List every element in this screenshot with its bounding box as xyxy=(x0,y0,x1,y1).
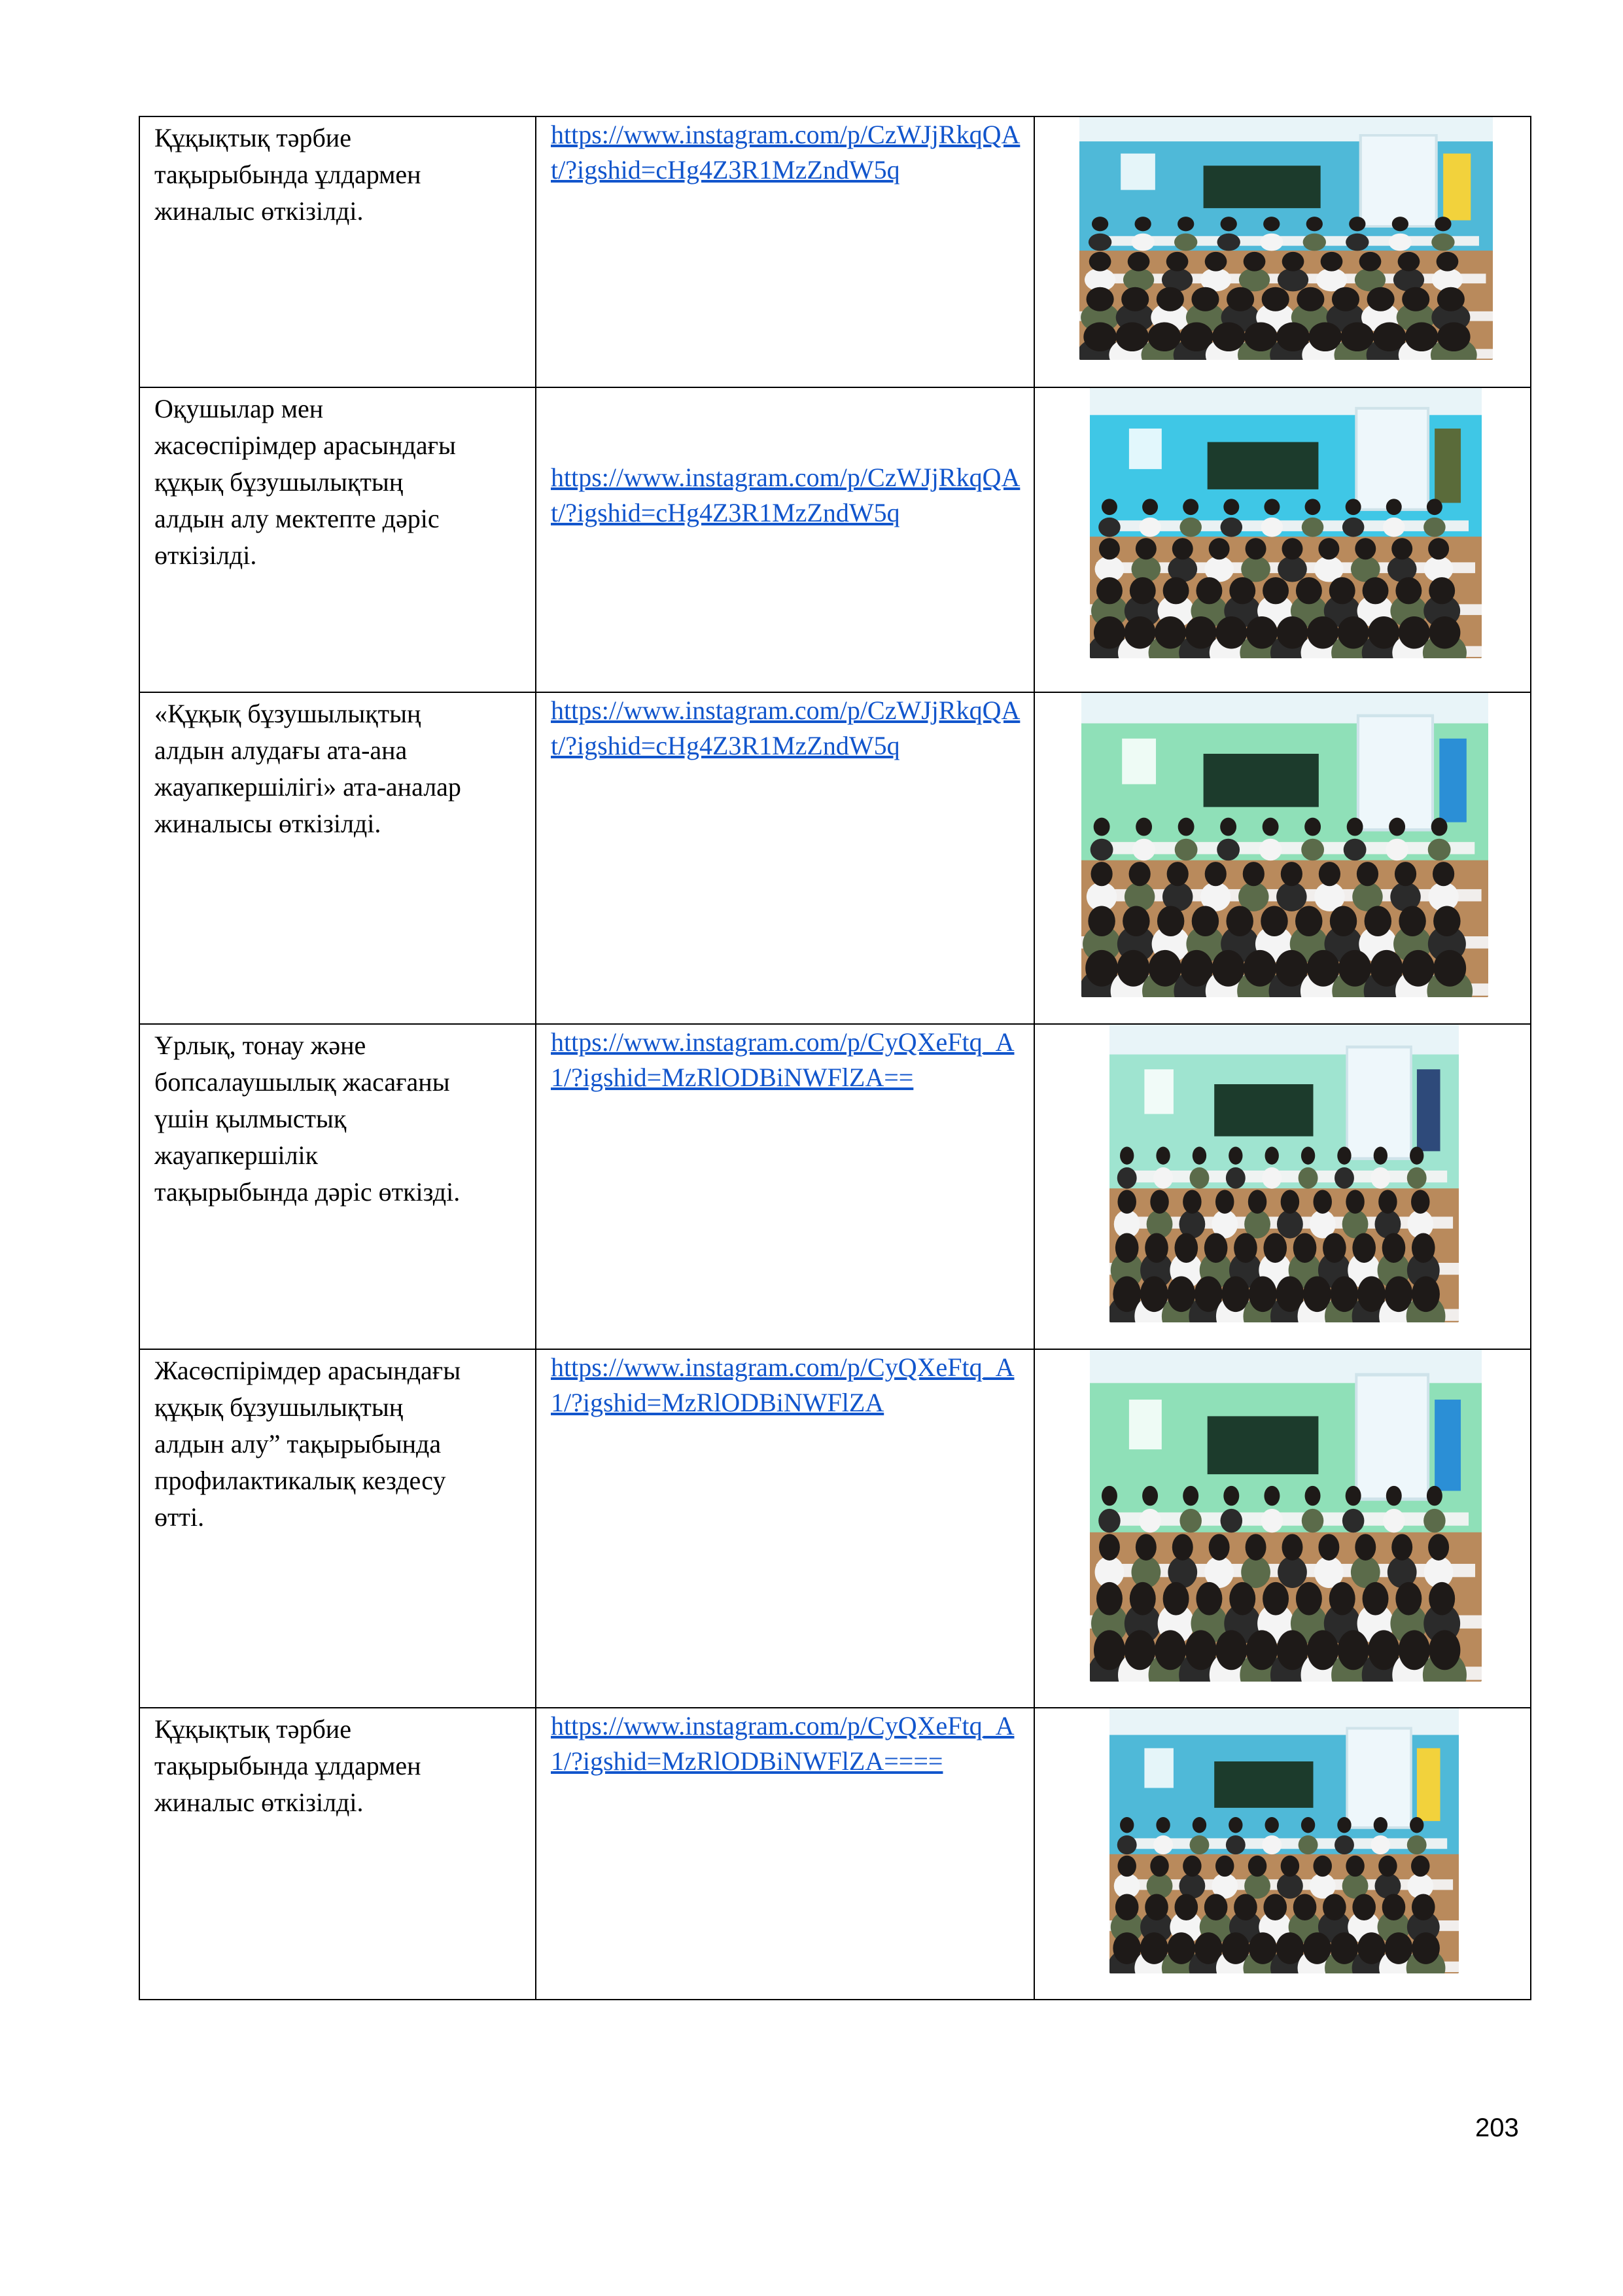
link-cell xyxy=(536,1708,1034,2000)
instagram-link[interactable]: https://www.instagram.com/p/CzWJjRkqQAt/?igshid=cHg4Z3R1MzZndW5q xyxy=(551,463,1021,527)
link-cell xyxy=(536,692,1034,1024)
table-row xyxy=(139,1024,1531,1349)
photo-cell xyxy=(1034,116,1531,387)
classroom-talk-photo xyxy=(1109,1025,1459,1322)
row-description: Жасөспірімдер арасындағы құқық бұзушылықтың алдын алу” тақырыбында профилактикалық кездесу өтті. xyxy=(154,1356,461,1532)
classroom-assembly-photo xyxy=(1079,117,1493,360)
table-row xyxy=(139,116,1531,387)
report-table xyxy=(139,116,1531,2000)
link-cell xyxy=(536,387,1034,692)
photo-cell xyxy=(1034,1024,1531,1349)
instagram-link[interactable]: https://www.instagram.com/p/CyQXeFtq_A1/?igshid=MzRlODBiNWFlZA xyxy=(551,1352,1015,1417)
table-row xyxy=(139,1708,1531,2000)
description-cell xyxy=(139,1024,536,1349)
description-cell xyxy=(139,1708,536,2000)
row-description: «Құқық бұзушылықтың алдын алудағы ата-ана жауапкершілігі» ата-аналар жиналысы өткізілді. xyxy=(154,699,461,838)
photo-cell xyxy=(1034,1349,1531,1708)
table-row xyxy=(139,1349,1531,1708)
classroom-assembly-photo xyxy=(1109,1708,1459,1973)
row-description: Ұрлық, тонау және бопсалаушылық жасағаны үшін қылмыстық жауапкершілік тақырыбында дәріс өткізді. xyxy=(154,1031,461,1207)
prevention-meeting-photo xyxy=(1090,1350,1482,1682)
description-cell xyxy=(139,116,536,387)
link-cell xyxy=(536,1024,1034,1349)
row-description: Құқықтық тәрбие тақырыбында ұлдармен жиналыс өткізілді. xyxy=(154,123,421,226)
row-description: Оқушылар мен жасөспірімдер арасындағы құқық бұзушылықтың алдын алу мектепте дәріс өткізілді. xyxy=(154,394,456,570)
description-cell xyxy=(139,1349,536,1708)
table-row xyxy=(139,387,1531,692)
link-cell xyxy=(536,116,1034,387)
photo-cell xyxy=(1034,692,1531,1024)
photo-cell xyxy=(1034,387,1531,692)
parents-meeting-photo xyxy=(1081,693,1488,997)
classroom-lecture-photo xyxy=(1090,388,1482,658)
instagram-link[interactable]: https://www.instagram.com/p/CyQXeFtq_A1/?igshid=MzRlODBiNWFlZA== xyxy=(551,1027,1015,1092)
description-cell xyxy=(139,692,536,1024)
instagram-link[interactable]: https://www.instagram.com/p/CyQXeFtq_A1/?igshid=MzRlODBiNWFlZA==== xyxy=(551,1711,1015,1776)
row-description: Құқықтық тәрбие тақырыбында ұлдармен жиналыс өткізілді. xyxy=(154,1714,421,1817)
photo-cell xyxy=(1034,1708,1531,2000)
link-cell xyxy=(536,1349,1034,1708)
instagram-link[interactable]: https://www.instagram.com/p/CzWJjRkqQAt/?igshid=cHg4Z3R1MzZndW5q xyxy=(551,120,1021,185)
table-row xyxy=(139,692,1531,1024)
page-number: 203 xyxy=(1475,2113,1519,2142)
instagram-link[interactable]: https://www.instagram.com/p/CzWJjRkqQAt/?igshid=cHg4Z3R1MzZndW5q xyxy=(551,696,1021,760)
description-cell xyxy=(139,387,536,692)
